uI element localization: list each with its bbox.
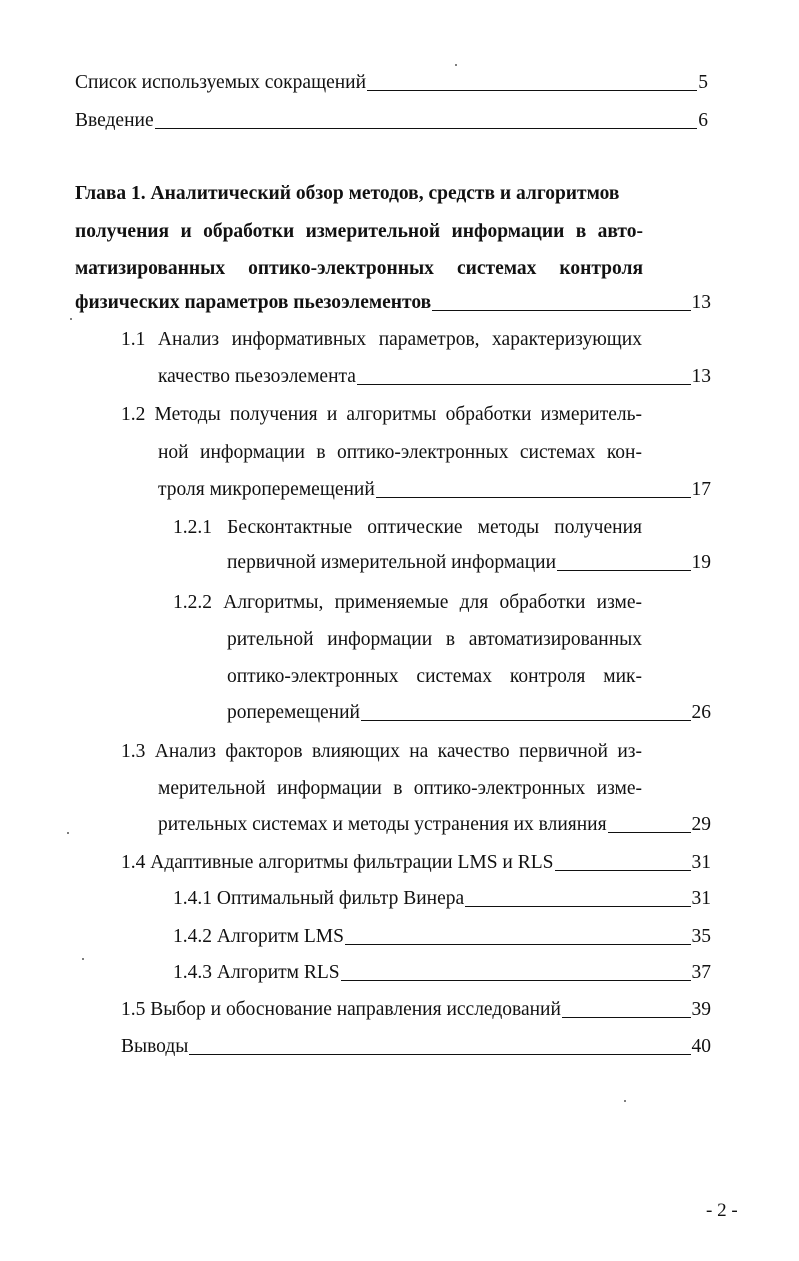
toc-entry-section-1-4-3 bbox=[173, 960, 711, 986]
scan-speck bbox=[82, 958, 84, 960]
toc-entry-title: 1.4 Адаптивные алгоритмы фильтрации LMS и RLS bbox=[121, 852, 554, 873]
section-1-2-2-line-3: оптико-электронных системах контроля мик- bbox=[227, 666, 642, 687]
toc-leader bbox=[555, 870, 691, 871]
toc-leader bbox=[155, 128, 698, 129]
toc-entry-title: первичной измерительной информации bbox=[227, 552, 557, 573]
section-1-3-line-2: мерительной информации в оптико-электронных изме- bbox=[158, 778, 642, 799]
toc-entry-title: Выводы bbox=[121, 1036, 189, 1057]
toc-entry-section-1-4 bbox=[121, 850, 711, 876]
page-number: - 2 - bbox=[706, 1200, 738, 1221]
section-1-2-1-line-1: 1.2.1 Бесконтактные оптические методы получения bbox=[173, 517, 642, 538]
toc-page-number: 35 bbox=[691, 926, 711, 947]
toc-page-number: 19 bbox=[691, 552, 711, 573]
toc-entry-title: роперемещений bbox=[227, 702, 360, 723]
chapter-heading-line-2: получения и обработки измерительной информации в авто- bbox=[75, 221, 643, 242]
toc-page-number: 13 bbox=[691, 292, 711, 313]
toc-entry-title: 1.4.3 Алгоритм RLS bbox=[173, 962, 340, 983]
toc-page-number: 17 bbox=[691, 479, 711, 500]
chapter-heading-last-line bbox=[75, 290, 711, 316]
toc-leader bbox=[361, 720, 691, 721]
toc-page-number: 13 bbox=[691, 366, 711, 387]
toc-page-number: 40 bbox=[691, 1036, 711, 1057]
toc-leader bbox=[465, 906, 690, 907]
toc-page-number: 31 bbox=[691, 888, 711, 909]
toc-entry-title: 1.4.2 Алгоритм LMS bbox=[173, 926, 344, 947]
toc-leader bbox=[357, 384, 691, 385]
section-1-2-line-2: ной информации в оптико-электронных системах кон- bbox=[158, 442, 642, 463]
toc-page-number: 39 bbox=[691, 999, 711, 1020]
section-1-2-2-last-line bbox=[227, 700, 711, 726]
toc-entry-title: 1.5 Выбор и обоснование направления исследований bbox=[121, 999, 561, 1020]
section-1-2-1-last-line bbox=[227, 550, 711, 576]
toc-page-number: 6 bbox=[698, 110, 708, 131]
toc-entry-abbreviations bbox=[75, 70, 708, 96]
toc-leader bbox=[608, 832, 691, 833]
toc-page-number: 26 bbox=[691, 702, 711, 723]
toc-page-number: 29 bbox=[691, 814, 711, 835]
toc-leader bbox=[432, 310, 690, 311]
toc-entry-conclusions bbox=[121, 1034, 711, 1060]
toc-entry-title: качество пьезоэлемента bbox=[158, 366, 356, 387]
toc-entry-introduction bbox=[75, 108, 708, 134]
toc-entry-section-1-4-1 bbox=[173, 886, 711, 912]
scan-speck bbox=[455, 64, 457, 66]
section-1-2-2-line-2: рительной информации в автоматизированных bbox=[227, 629, 642, 650]
toc-page-number: 31 bbox=[691, 852, 711, 873]
section-1-3-line-1: 1.3 Анализ факторов влияющих на качество первичной из- bbox=[121, 741, 642, 762]
toc-entry-title: физических параметров пьезоэлементов bbox=[75, 292, 432, 313]
toc-leader bbox=[189, 1054, 690, 1055]
section-1-1-last-line bbox=[158, 364, 711, 390]
toc-page-number: 5 bbox=[698, 72, 708, 93]
toc-entry-title: троля микроперемещений bbox=[158, 479, 375, 500]
toc-leader bbox=[367, 90, 697, 91]
toc-leader bbox=[562, 1017, 691, 1018]
toc-leader bbox=[557, 570, 690, 571]
section-1-1-line-1: 1.1 Анализ информативных параметров, характеризующих bbox=[121, 329, 642, 350]
toc-leader bbox=[345, 944, 691, 945]
toc-leader bbox=[341, 980, 691, 981]
toc-entry-section-1-4-2 bbox=[173, 924, 711, 950]
section-1-2-2-line-1: 1.2.2 Алгоритмы, применяемые для обработки изме- bbox=[173, 592, 642, 613]
chapter-heading-line-3: матизированных оптико-электронных системах контроля bbox=[75, 258, 643, 279]
toc-entry-title: Список используемых сокращений bbox=[75, 72, 367, 93]
toc-page-number: 37 bbox=[691, 962, 711, 983]
chapter-heading-line-1: Глава 1. Аналитический обзор методов, средств и алгоритмов bbox=[75, 183, 620, 204]
scan-speck bbox=[67, 832, 69, 834]
scan-speck bbox=[624, 1100, 626, 1102]
toc-leader bbox=[376, 497, 691, 498]
scan-speck bbox=[70, 318, 72, 320]
toc-entry-section-1-5 bbox=[121, 997, 711, 1023]
toc-entry-title: Введение bbox=[75, 110, 154, 131]
section-1-2-last-line bbox=[158, 477, 711, 503]
toc-entry-title: рительных системах и методы устранения их влияния bbox=[158, 814, 607, 835]
section-1-3-last-line bbox=[158, 812, 711, 838]
toc-entry-title: 1.4.1 Оптимальный фильтр Винера bbox=[173, 888, 465, 909]
section-1-2-line-1: 1.2 Методы получения и алгоритмы обработки измеритель- bbox=[121, 404, 642, 425]
